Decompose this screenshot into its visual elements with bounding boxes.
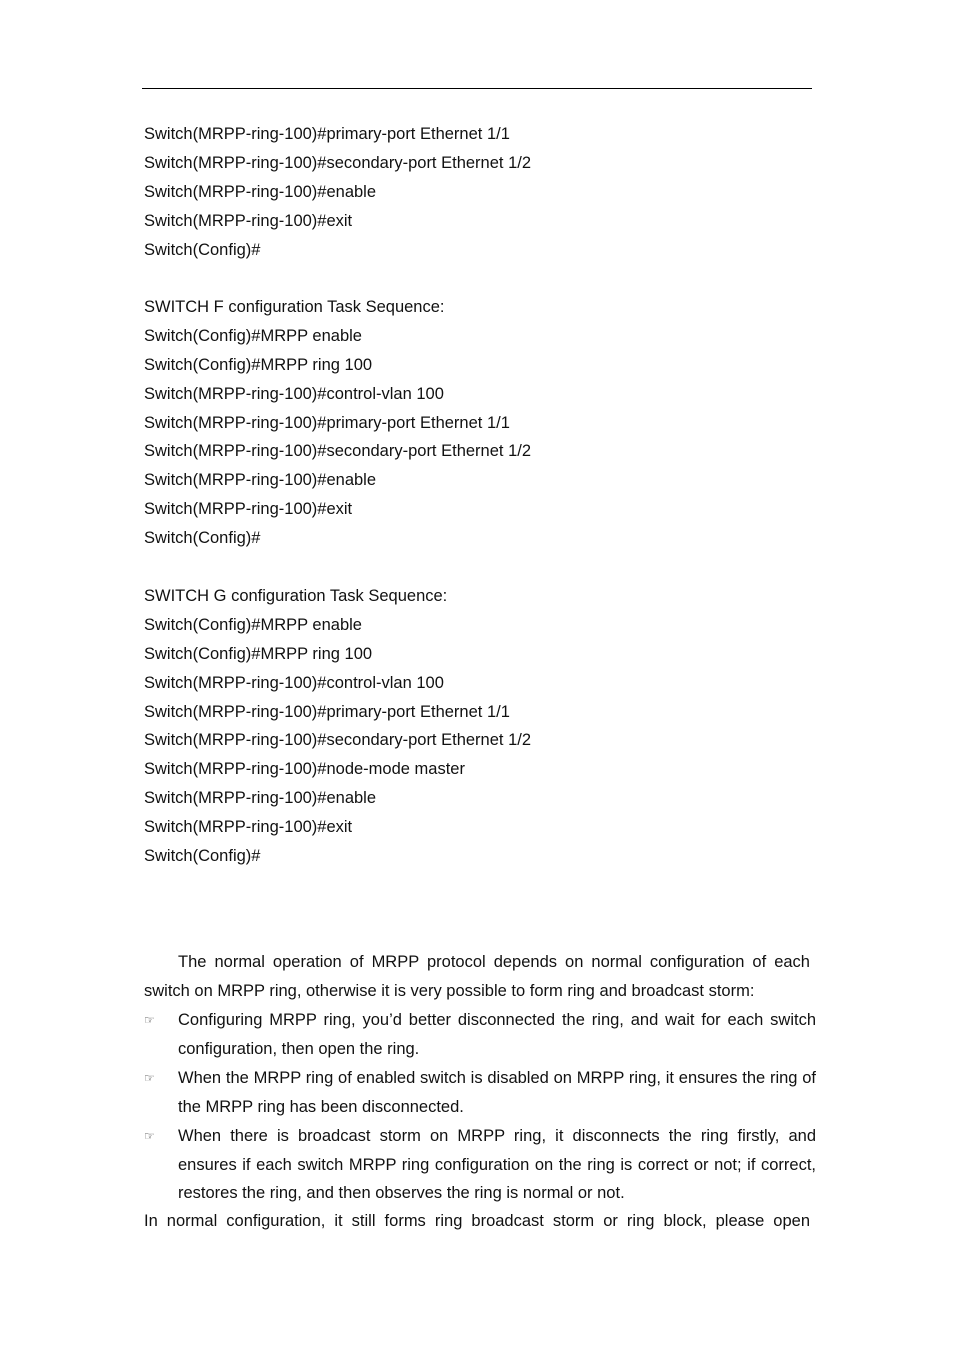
command-line: Switch(Config)#MRPP enable — [144, 615, 362, 634]
pointing-hand-icon: ☞ — [144, 1013, 155, 1027]
command-line: Switch(Config)# — [144, 529, 261, 548]
list-item — [144, 1122, 816, 1209]
command-line: Switch(MRPP-ring-100)#control-vlan 100 — [144, 673, 444, 692]
list-item — [144, 1064, 816, 1122]
header-rule — [142, 88, 812, 89]
command-block-top — [144, 120, 824, 264]
command-line: Switch(MRPP-ring-100)#secondary-port Ethernet 1/2 — [144, 731, 532, 750]
list-item-text: Configuring MRPP ring, you’d better disconnected the ring, and wait for each switch configuration, then open the ring. — [178, 1011, 816, 1058]
command-block-switch-g — [144, 582, 824, 871]
command-line: Switch(Config)# — [144, 240, 261, 259]
list-item-text: When there is broadcast storm on MRPP ring, it disconnects the ring firstly, and ensures if each switch MRPP ring configuration on the ring is correct or not; if correct, restores the ring, and then observes the ring is normal or not. — [178, 1126, 816, 1203]
closing-paragraph: In normal configuration, it still forms ring broadcast storm or ring block, please open — [144, 1212, 810, 1230]
pointing-hand-icon: ☞ — [144, 1070, 155, 1085]
command-block-switch-f — [144, 293, 824, 553]
command-line: Switch(MRPP-ring-100)#exit — [144, 500, 353, 519]
command-line: Switch(MRPP-ring-100)#control-vlan 100 — [144, 384, 444, 403]
command-line: Switch(MRPP-ring-100)#primary-port Ethernet 1/1 — [144, 702, 510, 721]
command-line: Switch(MRPP-ring-100)#enable — [144, 182, 377, 201]
intro-paragraph: The normal operation of MRPP protocol depends on normal configuration of each switch on MRPP ring, otherwise it is very possible to form ring and broadcast storm: — [144, 953, 810, 1000]
command-line: Switch(MRPP-ring-100)#node-mode master — [144, 760, 465, 779]
command-line: Switch(MRPP-ring-100)#exit — [144, 211, 353, 230]
command-line: Switch(Config)#MRPP ring 100 — [144, 644, 373, 663]
section-heading: SWITCH F configuration Task Sequence: — [144, 298, 445, 316]
command-line: Switch(MRPP-ring-100)#secondary-port Ethernet 1/2 — [144, 153, 532, 172]
section-heading: SWITCH G configuration Task Sequence: — [144, 587, 448, 605]
list-item-text: When the MRPP ring of enabled switch is disabled on MRPP ring, it ensures the ring of the MRPP ring has been disconnected. — [178, 1068, 816, 1116]
command-line: Switch(MRPP-ring-100)#secondary-port Ethernet 1/2 — [144, 442, 532, 461]
command-line: Switch(MRPP-ring-100)#primary-port Ethernet 1/1 — [144, 125, 510, 143]
pointing-hand-icon: ☞ — [144, 1128, 155, 1143]
command-line: Switch(MRPP-ring-100)#enable — [144, 471, 377, 490]
command-line: Switch(MRPP-ring-100)#primary-port Ethernet 1/1 — [144, 413, 510, 432]
command-line: Switch(MRPP-ring-100)#enable — [144, 789, 377, 808]
command-line: Switch(Config)# — [144, 847, 261, 866]
notes-list — [144, 1006, 816, 1208]
list-item — [144, 1006, 816, 1064]
command-line: Switch(MRPP-ring-100)#exit — [144, 818, 353, 837]
command-line: Switch(Config)#MRPP ring 100 — [144, 355, 373, 374]
command-line: Switch(Config)#MRPP enable — [144, 326, 362, 345]
